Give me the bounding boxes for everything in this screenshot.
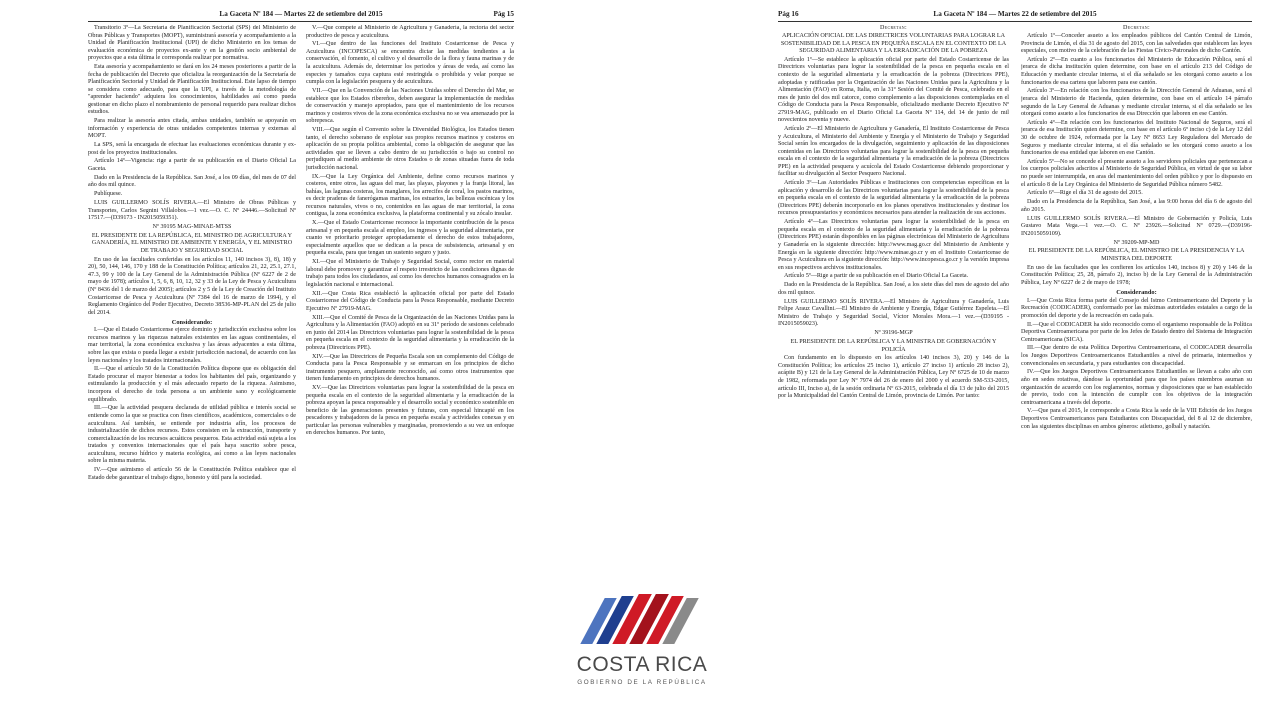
considering-heading: Considerando:	[171, 318, 213, 326]
logo-name: COSTA RICA	[576, 653, 708, 676]
gazette-page-15	[88, 8, 514, 714]
paragraph: V.—Que compete al Ministerio de Agricultura y Ganadería, la rectoría del sector productivo de pesca y acuicultura.	[306, 25, 514, 39]
paragraph: Artículo 14º—Vigencia: rige a partir de su publicación en el Diario Oficial La Gaceta.	[88, 158, 296, 173]
paragraph: Artículo 5º—Rige a partir de su publicación en el Diario Oficial La Gaceta.	[784, 273, 969, 280]
paragraph: Publíquese.	[94, 191, 123, 198]
paragraph: XII.—Que Costa Rica estableció la aplicación oficial por parte del Estado Costarricense del Código de Conducta para la Pesca Responsable, mediante Decreto Ejecutivo Nº 27919-MAG.	[306, 290, 514, 312]
paragraph: VI.—Que dentro de las funciones del Instituto Costarricense de Pesca y Acuicultura (INCOPESCA) se encuentra dictar las medidas tendientes a la conservación, el fomento, el cultivo y el desarrollo de la flora y fauna marinas y de la acuicultura. Además de, determinar los periodos y áreas de veda, así como las especies y tamaños cuya captura esté restringida o prohibida y velar porque se cumpla con la legislación pesquera y de acuicultura.	[306, 41, 514, 86]
paragraph: Artículo 4º—Las Directrices voluntarias para lograr la sostenibilidad de la pesca en pequeña escala en el contexto de la seguridad alimentaria y la erradicación de la pobreza (Directrices PPE) estarán disponibles en las páginas electrónicas del Ministerio de Agricultura y Ganadería en la siguiente dirección: http://www.mag.go.cr del Ministerio de Ambiente y Energía en la siguiente dirección: http://www.minae.go.cr y en el Instituto Costarricense de Pesca y Acuicultura en la siguiente dirección: http://www.incopesca.go.cr y la versión impresa en sus respectivos archivos institucionales.	[778, 219, 1009, 271]
paragraph: VII.—Que en la Convención de las Naciones Unidas sobre el Derecho del Mar, se establece que los Estados ribereños, deben asegurar la implementación de medidas de conservación y manejo apropiados, para que el mantenimiento de los recursos marinos y costeros vivos de la zona económica exclusiva no se vea amenazado por la sobrepesca.	[306, 87, 514, 125]
paragraph: Artículo 2º—El Ministerio de Agricultura y Ganadería, El Instituto Costarricense de Pesca y Acuicultura, el Ministerio del Ambiente y Energía y el Ministerio de Trabajo y Seguridad Social serán los encargados de la divulgación, seguimiento y aplicación de las disposiciones contenidas en las Directrices voluntarias para lograr la sostenibilidad de la pesca en pequeña escala en el contexto de la seguridad alimentaria y la erradicación de la pobreza (Directrices PPE) en la actividad pesquera y acuícola del Estado Costarricense debiendo proporcionar y facilitar su divulgación al Sector Pesquero Nacional.	[778, 126, 1009, 178]
decree-authorities: EL PRESIDENTE DE LA REPÚBLICA, EL MINISTRO DE AGRICULTURA Y GANADERÍA, EL MINISTRO DE AMBIENTE Y ENERGÍA, Y EL MINISTRO DE TRABAJO Y SEGURIDAD SOCIAL	[91, 232, 293, 254]
paragraph: La SPS, será la encargada de efectuar las evaluaciones económicas durante y ex-post de los proyectos institucionales.	[88, 142, 296, 156]
costa-rica-government-logo	[571, 590, 713, 712]
paragraph: III.—Que dentro de esta Política Deportiva Centroamericana, el CODICADER desarrolla los Juegos Deportivos Centroamericanos Estudiantiles a nivel de primaria, intermedios y convencionales en secundaria, y para estudiantes con discapacidad.	[1021, 345, 1252, 367]
paragraph: Con fundamento en lo dispuesto en los artículos 140 incisos 3), 20) y 146 de la Constitución Política; los artículos 25 inciso 1), artículo 27 inciso 1) artículo 28 inciso 2), acápite B) y 121 de la Ley General de la Administración Pública, Ley Nº 6725 de 10 de marzo de 1982, reformada por Ley Nº 7974 del 26 de enero del 2000 y el acuerdo SM-533-2015, artículo III, Inciso a), de la sesión ordinaria Nº 63-2015, celebrada el día 13 de julio del 2015 por la Municipalidad del Cantón Central de Limón, provincia de Limón. Por tanto:	[778, 355, 1009, 400]
paragraph: Artículo 2º—En cuanto a los funcionarios del Ministerio de Educación Pública, será el jerarca de dicha institución quien determine, con base en el artículo 213 del Código de Educación y mediante circular interna, si el día señalado se les otorgará como asueto a los funcionarios de esa cartera que laboren para ese cantón.	[1021, 56, 1252, 86]
header-title: La Gaceta Nº 184 — Martes 22 de setiembre del 2015	[219, 10, 383, 18]
paragraph: Artículo 5º—No se concede el presente asueto a los servidores policiales que pertenezcan a los cuerpos policiales adscritos al Ministerio de Seguridad Pública, en virtud de que su labor no puede ser interrumpida, en aras del mantenimiento del orden público y por lo dispuesto en el artículo 8 de la Ley Orgánica del Ministerio de Seguridad Pública número 5482.	[1021, 158, 1252, 188]
paragraph: IX.—Que la Ley Orgánica del Ambiente, define como recursos marinos y costeros, entre otros, las aguas del mar, las playas, playones y la franja litoral, las bahías, las lagunas costeras, los manglares, los arrecifes de coral, los pastos marinos, es decir praderas de fanerógamas marinas, los estuarios, las bellezas escénicas y los recursos naturales, vivos o no, contenidos en las aguas de mar territorial, la zona contigua, la zona económica exclusiva, la plataforma continental y su zócalo insular.	[306, 173, 514, 218]
text-column-1	[778, 25, 1009, 709]
paragraph: XIII.—Que el Comité de Pesca de la Organización de las Naciones Unidas para la Agricultura y la Alimentación (FAO) adoptó en su 31º período de sesiones celebrado en junio del 2014 las Directrices voluntarias para lograr la sostenibilidad de la pesca en pequeña escala en el contexto de la seguridad alimentaria y la erradicación de la pobreza (Directrices PPE).	[306, 314, 514, 351]
considering-heading: Considerando:	[1116, 288, 1157, 296]
paragraph: Artículo 6º—Rige el día 31 de agosto del 2015.	[1027, 190, 1143, 197]
paragraph: Dado en la Presidencia de la República. San José, a los 09 días, del mes de 07 del año dos mil quince.	[88, 174, 296, 189]
page-header	[88, 8, 514, 20]
paragraph: Artículo 3º—En relación con los funcionarios de la Dirección General de Aduanas, será el jerarca del Ministerio de Hacienda, quien determine, con base en el artículo 14 párrafo segundo de la Ley General de Aduanas y mediante circular interna, si el día señalado se les otorgará como asueto a los funcionarios de esa Dirección que laboren en ese Cantón.	[1021, 88, 1252, 118]
decretan-heading: Decretan:	[1123, 25, 1150, 31]
decree-authorities: EL PRESIDENTE DE LA REPÚBLICA Y LA MINISTRA DE GOBERNACIÓN Y POLICÍA	[790, 339, 997, 353]
paragraph: IV.—Que asimismo el artículo 56 de la Constitución Política establece que el Estado debe garantizar el trabajo digno, honesto y útil para la sociedad.	[88, 467, 296, 481]
paragraph: XIV.—Que las Directrices de Pequeña Escala son un complemento del Código de Conducta para la Pesca Responsable y se enmarcan en los principios de dicho instrumento pesquero, ampliamente reconocido, así como otros instrumentos que tienen fundamento en principios de derechos humanos.	[306, 353, 514, 383]
text-column-2	[1021, 25, 1252, 709]
decretan-heading: Decretan:	[880, 25, 907, 31]
text-column-1	[88, 25, 296, 709]
decree-number: Nº 39195 MAG-MINAE-MTSS	[152, 224, 232, 231]
page-number: Pág 15	[493, 10, 514, 18]
paragraph: En uso de las facultades que les confieren los artículos 140, incisos 8) y 20) y 146 de la Constitución Política; 25, 28, párrafo 2), inciso b) de la Ley General de la Administración Pública, Ley Nº 6227 de 2 de mayo de 1978;	[1021, 264, 1252, 286]
paragraph: LUIS GUILLERMO SOLÍS RIVERA.—El Ministro de Gobernación y Policía, Luis Gustavo Mata Vega.—1 vez.—O. C. Nº 23926.—Solicitud Nº 0729.—(D39196-IN2015059109).	[1021, 215, 1252, 237]
paragraph: II.—Que el artículo 50 de la Constitución Política dispone que es obligación del Estado procurar el mayor bienestar a todos los habitantes del país, organizando y estimulando la producción y el más adecuado reparto de la riqueza. Asimismo, incorpora el derecho de toda persona a un ambiente sano y ecológicamente equilibrado.	[88, 366, 296, 403]
paragraph: Transitorio 3º—La Secretaría de Planificación Sectorial (SPS) del Ministerio de Obras Públicas y Transportes (MOPT), suministrará asesoría y acompañamiento a la Unidad de Planificación Institucional (UPI) de dicho Ministerio en los temas de evaluación económica de proyectos ex-ante y en la gestión socio ambiental de proyectos que a esta última le corresponda realizar por normativa.	[88, 25, 296, 62]
page-number: Pág 16	[778, 10, 799, 18]
page-header	[778, 8, 1252, 20]
paragraph: Esta asesoría y acompañamiento se dará en los 24 meses posteriores a partir de la fecha de publicación del Decreto que oficializa la reorganización de la Secretaría de Planificación Sectorial y Unidad de Planificación Institucional. Este lapso de tiempo se considera como adecuado, para que la UPI, a través de la metodología de "aprender haciendo" adquiera los conocimientos, habilidades así como pueda gestionar en dicho plazo el nombramiento de personal requerido para realizar dichos estudios.	[88, 64, 296, 116]
paragraph: I.—Que Costa Rica forma parte del Consejo del Istmo Centroamericano del Deporte y la Recreación (CODICADER), conformado por las máximas autoridades estatales a cargo de la promoción del deporte y de la recreación en cada país.	[1021, 297, 1252, 319]
paragraph: XV.—Que las Directrices voluntarias para lograr la sostenibilidad de la pesca en pequeña escala en el contexto de la seguridad alimentaria y la erradicación de la pobreza apoyan la pesca responsable y el desarrollo social y económico sostenible en beneficio de las generaciones presentes y futuras, con especial hincapié en los pescadores y trabajadores de la pesca en pequeña escala y actividades conexas y en particular las personas vulnerables y marginadas, promoviendo a su vez un enfoque en derechos humanos. Por tanto,	[306, 385, 514, 437]
paragraph: VIII.—Que según el Convenio sobre la Diversidad Biológica, los Estados tienen tanto, el derecho soberano de explotar sus propios recursos marinos y costeros en aplicación de su propia política ambiental, como la obligación de asegurar que las actividades que se lleven a cabo dentro de su jurisdicción o bajo su control no perjudiquen al medio ambiente de otros Estados o de zonas situadas fuera de toda jurisdicción nacional.	[306, 127, 514, 171]
paragraph: Artículo 1º—Se establece la aplicación oficial por parte del Estado Costarricense de las Directrices voluntarias para lograr la sostenibilidad de la pesca en pequeña escala en el contexto de la seguridad alimentaria y la erradicación de la pobreza (Directrices PPE), adoptadas y ratificadas por la Organización de las Naciones Unidas para la Agricultura y la Alimentación (FAO) en Roma, Italia, en la 31º Sesión del Comité de Pesca, celebrado en el mes de junio del dos mil catorce, como complemento a las disposiciones contempladas en el Código de Conducta para la Pesca Responsable, oficializado mediante Decreto Ejecutivo Nº 27919-MAG, publicado en el Diario Oficial La Gaceta Nº 114, del 14 de junio de mil novecientos noventa y nueve.	[778, 56, 1009, 124]
paragraph: Artículo 1º—Conceder asueto a los empleados públicos del Cantón Central de Limón, Provincia de Limón, el día 31 de agosto del 2015, con las salvedades que establecen las leyes especiales, con motivo de la celebración de las Fiestas Cívico-Patronales de dicho Cantón.	[1021, 33, 1252, 55]
logo-subtitle: GOBIERNO DE LA REPÚBLICA	[577, 679, 707, 686]
header-rule	[88, 21, 514, 22]
paragraph: Dado en la Presidencia de la República. San José, a los siete días del mes de agosto del año dos mil quince.	[778, 282, 1009, 296]
decree-authorities: EL PRESIDENTE DE LA REPÚBLICA, EL MINISTRO DE LA PRESIDENCIA Y LA MINISTRA DEL DEPORTE	[1028, 248, 1245, 262]
paragraph: LUIS GUILLERMO SOLÍS RIVERA.—El Ministro de Agricultura y Ganadería, Luis Felipe Arauz Cavallini.—El Ministro de Ambiente y Energía, Edgar Gutiérrez Espeleta.—El Ministro de Trabajo y Seguridad Social, Víctor Morales Mora.—1 vez.—(D39195 - IN2015059023).	[778, 298, 1009, 328]
paragraph: Para realizar la asesoría antes citada, ambas unidades, también se apoyarán en información y experiencia de otras unidades competentes internas y externas al MOPT.	[88, 118, 296, 140]
paragraph: XI.—Que el Ministerio de Trabajo y Seguridad Social, como rector en material laboral debe promover y garantizar el respeto irrestricto de las condiciones dignas de trabajo para todos los ciudadanos, así como los derechos humanos consagrados en la legislación nacional e internacional.	[306, 259, 514, 288]
paragraph: Artículo 4º—En relación con los funcionarios del Instituto Nacional de Seguros, será el jerarca de esa Institución quien determine, con base en el artículo 6º inciso c) de la Ley 12 del 30 de octubre de 1924, reformada por la Ley Nº 8653 Ley Reguladora del Mercado de Seguros y mediante circular interna, si el día señalado se les otorgará como asueto a los funcionarios de esa entidad que laboren en ese Cantón.	[1021, 119, 1252, 157]
header-rule	[778, 21, 1252, 22]
paragraph: II.—Que el CODICADER ha sido reconocido como el organismo responsable de la Política Deportiva Centroamericana por parte de los Jefes de Estado dentro del Sistema de Integración Centroamericana (SICA).	[1021, 321, 1252, 343]
paragraph: Dado en la Presidencia de la República, San José, a las 9:00 horas del día 6 de agosto del año 2015.	[1021, 199, 1252, 213]
decree-title: APLICACIÓN OFICIAL DE LAS DIRECTRICES VOLUNTARIAS PARA LOGRAR LA SOSTENIBILIDAD DE LA PESCA EN PEQUEÑA ESCALA EN EL CONTEXTO DE LA SEGURIDAD ALIMENTARIA Y LA ERRADICACIÓN DE LA POBREZA	[780, 33, 1007, 55]
paragraph: En uso de las facultades conferidas en los artículos 11, 140 incisos 3), 8), 18) y 20), 50, 144, 146, 170 y 188 de la Constitución Política; artículos 21, 22, 25.1, 27.1, 47.3, 99 y 100 de la Ley General de la Administración Pública (Nº 6227 de 2 de mayo de 1978); artículos 1, 5, 6, 8, 10, 12, 32 y 33 de la Ley de Pesca y Acuicultura (Nº 8436 del 1 de marzo del 2005); artículos 2 y 5 de la Ley de Creación del Instituto Costarricense de Pesca y Acuicultura (Nº 7384 del 16 de marzo de 1994), y el Reglamento Orgánico del Poder Ejecutivo, Decreto 38536-MP-PLAN del 25 de julio del 2014.	[88, 256, 296, 316]
paragraph: IV.—Que los Juegos Deportivos Centroamericanos Estudiantiles se llevan a cabo año con año en sedes rotativas, dándose la oportunidad para que los países miembros asuman su organización de acuerdo con los reglamentos, normas y disposiciones que se han establecido de previo, todo con la intención de cumplir con los objetivos de la integración centroamericana a través del deporte.	[1021, 369, 1252, 406]
text-column-2	[306, 25, 514, 709]
logo-stripes-icon	[571, 590, 713, 652]
paragraph: Artículo 3º—Las Autoridades Públicas e Instituciones con competencias específicas en la aplicación y desarrollo de las Directrices voluntarias para lograr la sostenibilidad de la pesca en pequeña escala en el contexto de la seguridad alimentaria y la erradicación de la pobreza (Directrices PPE) deberán incorporarlo en los planes operativos institucionales y destinar los recursos presupuestarios y económicos necesarios para atender la realización de sus acciones.	[778, 180, 1009, 217]
decree-number: Nº 39196-MGP	[874, 330, 913, 337]
paragraph: III.—Que la actividad pesquera declarada de utilidad pública e interés social se entiende como la que se practica con fines científicos, académicos, comerciales o de acuicultura. Así también, se entiende por industria afín, los procesos de industrialización de dichos recursos. Estos consisten en la extracción, transporte y comercialización de los recursos acuáticos pesqueros. Esta actividad está sujeta a los tratados y convenios internacionales que el país haya suscrito sobre pesca, acuicultura, recurso hídrico y materia ecológica, así como a las leyes nacionales sobre la misma materia.	[88, 405, 296, 465]
gazette-page-16	[778, 8, 1252, 714]
paragraph: I.—Que el Estado Costarricense ejerce dominio y jurisdicción exclusiva sobre los recursos marinos y las riquezas naturales existentes en las aguas continentales, el mar territorial, la zona económica exclusiva y las áreas adyacentes a esta última, sobre las que exista o pueda llegar a existir jurisdicción nacional, de acuerdo con las leyes nacionales y los tratados internacionales.	[88, 327, 296, 364]
paragraph: X.—Que el Estado Costarricense reconoce la importante contribución de la pesca artesanal y en pequeña escala al empleo, los ingresos y la seguridad alimentaria, por cuanto ve prioritario proteger apropiadamente el derecho de estos trabajadores, especialmente aquellos que se dedican a la pesca de subsistencia, artesanal y en pequeña escala, para que tengan un sustento seguro y justo.	[306, 220, 514, 257]
paragraph: LUIS GUILLERMO SOLÍS RIVERA.—El Ministro de Obras Públicas y Transportes, Carlos Segnini Villalobos.—1 vez.—O. C. Nº 24446.—Solicitud Nº 17517.—(D39173 - IN2015059351).	[88, 200, 296, 222]
decree-number: Nº 39209-MP-MD	[1113, 239, 1160, 246]
header-title: La Gaceta Nº 184 — Martes 22 de setiembre del 2015	[933, 10, 1097, 18]
paragraph: V.—Que para el 2015, le corresponde a Costa Rica la sede de la VIII Edición de los Juegos Deportivos Centroamericanos para Estudiantes con Discapacidad, del 8 al 12 de diciembre, con las siguientes disciplinas en ambos géneros: atletismo, golball y natación.	[1021, 408, 1252, 430]
